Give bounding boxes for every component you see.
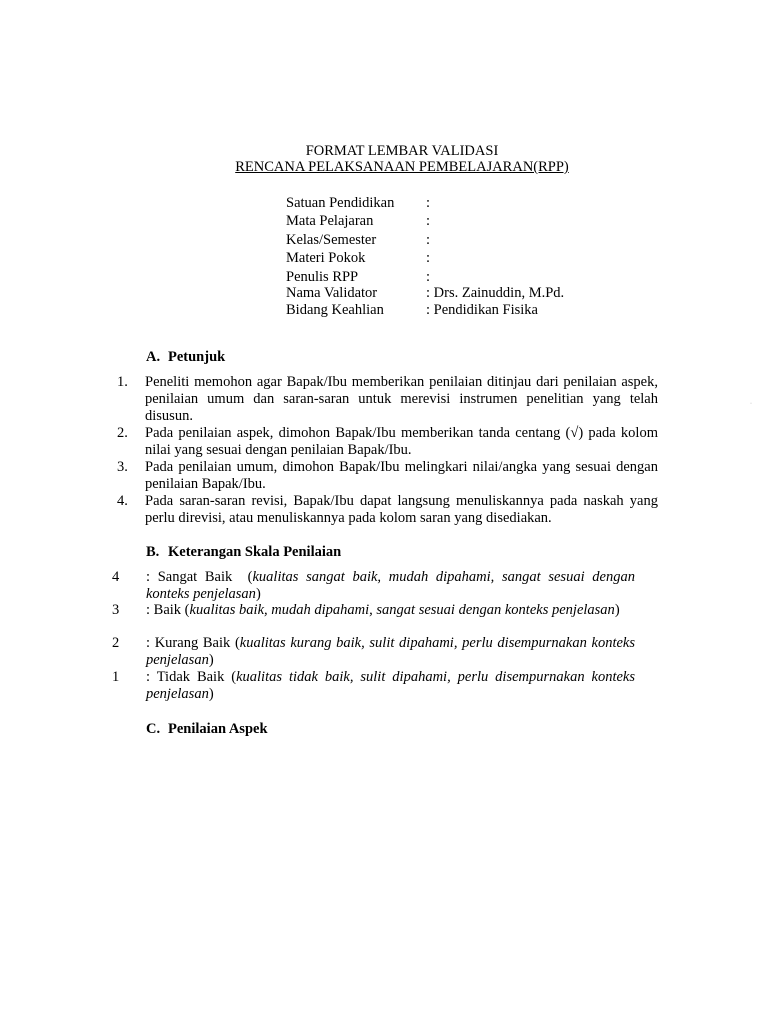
identity-label-kelas-semester: Kelas/Semester (286, 232, 377, 248)
instruction-number: 4. (117, 493, 128, 509)
identity-value-kelas-semester: : (426, 232, 431, 248)
scale-label: : Sangat Baik (146, 569, 233, 585)
instruction-number: 2. (117, 425, 128, 441)
instruction-number: 3. (117, 459, 128, 475)
identity-label-satuan-pendidikan: Satuan Pendidikan (286, 195, 395, 211)
scale-item-4 (112, 569, 635, 603)
instruction-text: Peneliti memohon agar Bapak/Ibu memberikan penilaian ditinjau dari penilaian aspek, penilaian umum dan saran-saran untuk merevisi instrumen penelitian yang telah disusun. (145, 374, 658, 424)
identity-value-bidang-keahlian: : Pendidikan Fisika (426, 302, 538, 318)
instruction-number: 1. (117, 374, 128, 390)
identity-value-materi-pokok: : (426, 250, 431, 266)
scale-item-1 (112, 669, 635, 703)
section-a-heading (146, 349, 225, 366)
scale-label: : Kurang Baik (146, 635, 231, 651)
instruction-item-1 (117, 374, 658, 425)
scale-item-2 (112, 635, 635, 669)
scale-score: 1 (112, 669, 120, 685)
instruction-item-2 (117, 425, 658, 459)
identity-label-bidang-keahlian: Bidang Keahlian (286, 302, 384, 318)
section-b-letter: B. (146, 544, 160, 560)
scale-text: : Kurang Baik (kualitas kurang baik, sulit dipahami, perlu disempurnakan konteks penjelasan) (146, 635, 635, 668)
identity-value-satuan-pendidikan: : (426, 195, 431, 211)
instruction-item-4 (117, 493, 658, 527)
identity-value-nama-validator: : Drs. Zainuddin, M.Pd. (426, 285, 565, 301)
scale-text: : Baik (kualitas baik, mudah dipahami, sangat sesuai dengan konteks penjelasan) (146, 602, 620, 618)
scale-score: 3 (112, 602, 120, 618)
scale-description: kualitas sangat baik, mudah dipahami, sangat sesuai dengan konteks penjelasan (146, 569, 635, 602)
section-c-heading (146, 721, 268, 738)
instruction-text: Pada saran-saran revisi, Bapak/Ibu dapat langsung menuliskannya pada naskah yang perlu direvisi, atau menuliskannya pada kolom saran yang disediakan. (145, 493, 658, 526)
scale-label: : Baik (146, 602, 182, 618)
scale-text: : Tidak Baik (kualitas tidak baik, sulit dipahami, perlu disempurnakan konteks penjelasan) (146, 669, 635, 702)
instruction-item-3 (117, 459, 658, 493)
section-a-title: Petunjuk (168, 349, 226, 365)
stray-mark: · (750, 401, 752, 407)
identity-value-penulis-rpp: : (426, 269, 431, 285)
instruction-text: Pada penilaian umum, dimohon Bapak/Ibu melingkari nilai/angka yang sesuai dengan penilaian Bapak/Ibu. (145, 459, 658, 492)
scale-description: kualitas kurang baik, sulit dipahami, perlu disempurnakan konteks penjelasan (146, 635, 635, 668)
section-b-title: Keterangan Skala Penilaian (168, 544, 342, 560)
section-c-title: Penilaian Aspek (168, 721, 268, 737)
scale-label: : Tidak Baik (146, 669, 225, 685)
identity-value-mata-pelajaran: : (426, 213, 431, 229)
identity-label-mata-pelajaran: Mata Pelajaran (286, 213, 374, 229)
document-subtitle-text: RENCANA PELAKSANAAN PEMBELAJARAN(RPP) (235, 159, 569, 175)
instruction-text: Pada penilaian aspek, dimohon Bapak/Ibu memberikan tanda centang (√) pada kolom nilai yang sesuai dengan penilaian Bapak/Ibu. (145, 425, 658, 458)
scale-score: 4 (112, 569, 120, 585)
scale-item-3 (112, 602, 635, 619)
scale-score: 2 (112, 635, 120, 651)
section-a-letter: A. (146, 349, 161, 365)
identity-label-penulis-rpp: Penulis RPP (286, 269, 359, 285)
document-subtitle (0, 159, 768, 176)
section-c-letter: C. (146, 721, 161, 737)
document-title: FORMAT LEMBAR VALIDASI (305, 143, 499, 159)
identity-label-materi-pokok: Materi Pokok (286, 250, 366, 266)
identity-label-nama-validator: Nama Validator (286, 285, 378, 301)
scale-text: : Sangat Baik (kualitas sangat baik, mudah dipahami, sangat sesuai dengan konteks penjelasan) (146, 569, 635, 602)
scale-description: kualitas baik, mudah dipahami, sangat sesuai dengan konteks penjelasan (189, 602, 615, 618)
scale-description: kualitas tidak baik, sulit dipahami, perlu disempurnakan konteks penjelasan (146, 669, 635, 702)
section-b-heading (146, 544, 341, 561)
